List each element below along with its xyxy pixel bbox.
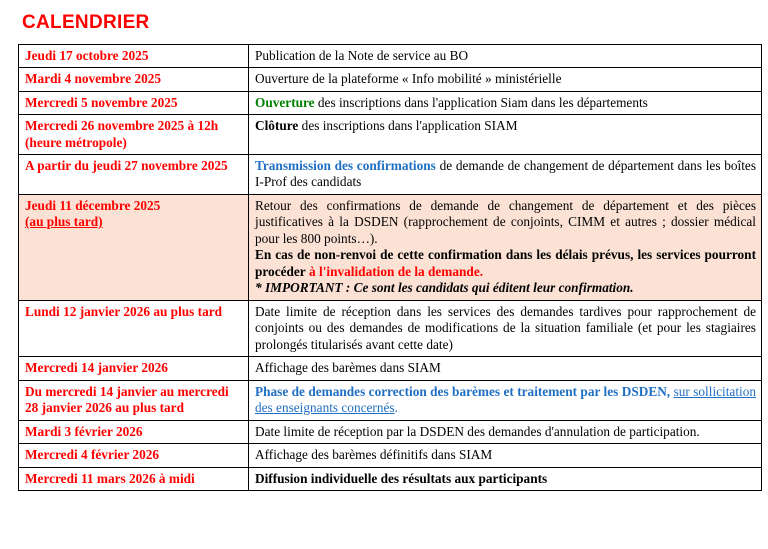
- date-cell: Du mercredi 14 janvier au mercredi 28 janvier 2026 au plus tard: [19, 380, 249, 420]
- date-cell: Mercredi 5 novembre 2025: [19, 91, 249, 114]
- table-row: [19, 380, 762, 420]
- date-cell: [19, 194, 249, 300]
- date-cell: Mardi 4 novembre 2025: [19, 68, 249, 91]
- date-line-primary: Jeudi 11 décembre 2025: [25, 197, 161, 213]
- description-paragraph: Retour des confirmations de demande de changement de département et des pièces justificatives à la DSDEN (rapprochement de conjoints, CIMM et autres ; dossier médical pour les 800 points…).: [255, 197, 756, 246]
- description-emphasis: Phase de demandes correction des barèmes et traitement par les DSDEN,: [255, 383, 671, 399]
- description-cell: [249, 467, 762, 490]
- description-link-text: sur sollicitation des enseignants concernés: [255, 383, 757, 416]
- description-cell: [249, 91, 762, 114]
- table-row: [19, 357, 762, 380]
- table-row: [19, 467, 762, 490]
- table-row: [19, 115, 762, 154]
- description-emphasis: Diffusion individuelle des résultats aux participants: [255, 470, 548, 486]
- table-row: [19, 68, 762, 91]
- description-cell: Affichage des barèmes définitifs dans SIAM: [249, 444, 762, 467]
- description-cell: Date limite de réception par la DSDEN des demandes d'annulation de participation.: [249, 420, 762, 443]
- description-text: des inscriptions dans l'application Siam dans les départements: [317, 94, 648, 110]
- description-emphasis: En cas de non-renvoi de cette confirmation dans les délais prévus, les services pourront procéder: [255, 247, 756, 279]
- description-cell: Ouverture de la plateforme « Info mobilité » ministérielle: [249, 68, 762, 91]
- description-cell: [249, 154, 762, 194]
- date-line-secondary: (au plus tard): [25, 214, 103, 230]
- date-cell: Mercredi 11 mars 2026 à midi: [19, 467, 249, 490]
- date-cell: Mercredi 4 février 2026: [19, 444, 249, 467]
- date-cell: Mercredi 14 janvier 2026: [19, 357, 249, 380]
- description-emphasis: Transmission des confirmations: [255, 157, 436, 173]
- description-cell: [249, 380, 762, 420]
- page-title: CALENDRIER: [22, 12, 150, 33]
- table-row: [19, 154, 762, 194]
- description-paragraph-bold: [255, 247, 756, 280]
- table-row: [19, 420, 762, 443]
- description-cell: Affichage des barèmes dans SIAM: [249, 357, 762, 380]
- description-text: .: [394, 400, 398, 416]
- table-row: [19, 45, 762, 68]
- description-cell: [249, 194, 762, 300]
- description-cell: [249, 115, 762, 154]
- date-cell: Mercredi 26 novembre 2025 à 12h (heure métropole): [19, 115, 249, 154]
- description-cell: Publication de la Note de service au BO: [249, 45, 762, 68]
- table-row: [19, 91, 762, 114]
- description-emphasis: Ouverture: [255, 94, 315, 110]
- table-row: [19, 300, 762, 356]
- description-warning: à l'invalidation de la demande.: [309, 263, 484, 279]
- description-text: des inscriptions dans l'application SIAM: [301, 118, 518, 134]
- date-cell: Lundi 12 janvier 2026 au plus tard: [19, 300, 249, 356]
- description-cell: Date limite de réception dans les services des demandes tardives pour rapprochement de conjoints ou des demandes de modifications de la situation familiale (et pour les stagiaires prolongés titularisés avant cette date): [249, 300, 762, 356]
- table-row-highlighted: [19, 194, 762, 300]
- calendar-table: [18, 44, 762, 491]
- description-important-note: * IMPORTANT : Ce sont les candidats qui éditent leur confirmation.: [255, 280, 634, 296]
- date-cell: A partir du jeudi 27 novembre 2025: [19, 154, 249, 194]
- date-cell: Jeudi 17 octobre 2025: [19, 45, 249, 68]
- description-emphasis: Clôture: [255, 118, 299, 134]
- table-row: [19, 444, 762, 467]
- date-cell: Mardi 3 février 2026: [19, 420, 249, 443]
- description-text: de demande de changement de département dans les boîtes I-Prof des candidats: [255, 157, 757, 190]
